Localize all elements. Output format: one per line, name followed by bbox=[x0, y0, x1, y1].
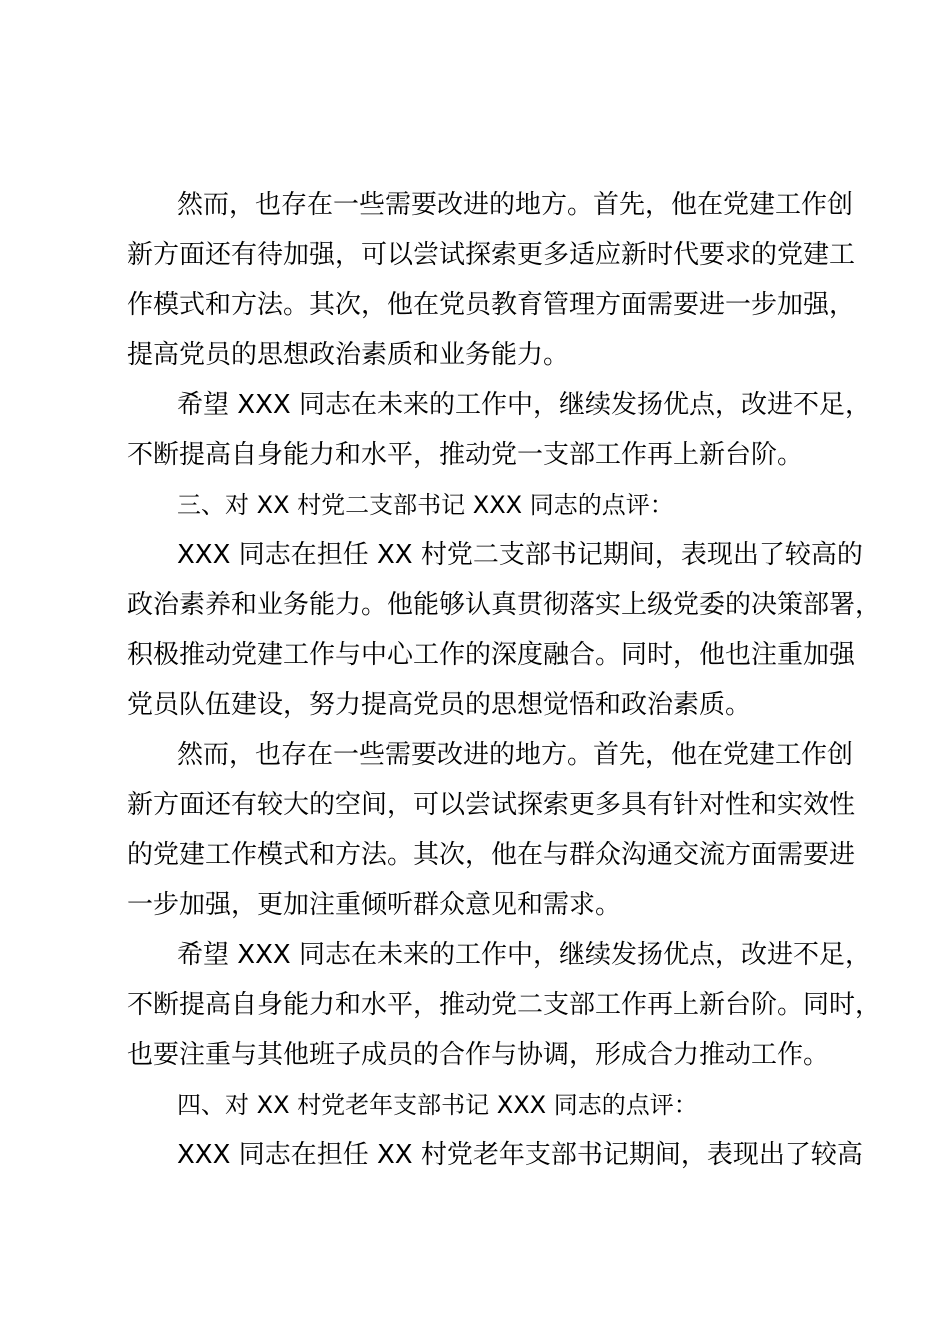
paragraph-line: 一步加强，更加注重倾听群众意见和需求。 bbox=[127, 890, 622, 920]
paragraph-line: 提高党员的思想政治素质和业务能力。 bbox=[127, 340, 570, 370]
section-heading: 三、对 XX 村党二支部书记 XXX 同志的点评： bbox=[177, 491, 674, 519]
paragraph-line: 积极推动党建工作与中心工作的深度融合。同时，他也注重加强 bbox=[127, 640, 856, 670]
paragraph-line: 新方面还有较大的空间，可以尝试探索更多具有针对性和实效性 bbox=[127, 790, 856, 820]
paragraph-line: 党员队伍建设，努力提高党员的思想觉悟和政治素质。 bbox=[127, 690, 752, 720]
paragraph-line: 新方面还有待加强，可以尝试探索更多适应新时代要求的党建工 bbox=[127, 240, 856, 270]
paragraph-line: XXX 同志在担任 XX 村党二支部书记期间，表现出了较高的 bbox=[177, 540, 863, 570]
section-heading: 四、对 XX 村党老年支部书记 XXX 同志的点评： bbox=[177, 1091, 698, 1119]
paragraph-line: 不断提高自身能力和水平，推动党一支部工作再上新台阶。 bbox=[127, 440, 804, 470]
paragraph-line: 的党建工作模式和方法。其次，他在与群众沟通交流方面需要进 bbox=[127, 840, 856, 870]
paragraph-line: 作模式和方法。其次，他在党员教育管理方面需要进一步加强， bbox=[127, 290, 856, 320]
paragraph-line: 政治素养和业务能力。他能够认真贯彻落实上级党委的决策部署， bbox=[127, 590, 882, 620]
paragraph-line: 也要注重与其他班子成员的合作与协调，形成合力推动工作。 bbox=[127, 1040, 830, 1070]
paragraph-line: 然而，也存在一些需要改进的地方。首先，他在党建工作创 bbox=[177, 190, 854, 220]
paragraph-line: 然而，也存在一些需要改进的地方。首先，他在党建工作创 bbox=[177, 740, 854, 770]
paragraph-line: 希望 XXX 同志在未来的工作中，继续发扬优点，改进不足， bbox=[177, 390, 871, 420]
paragraph-line: 不断提高自身能力和水平，推动党二支部工作再上新台阶。同时， bbox=[127, 990, 882, 1020]
paragraph-line: XXX 同志在担任 XX 村党老年支部书记期间，表现出了较高 bbox=[177, 1140, 863, 1170]
paragraph-line: 希望 XXX 同志在未来的工作中，继续发扬优点，改进不足， bbox=[177, 940, 871, 970]
